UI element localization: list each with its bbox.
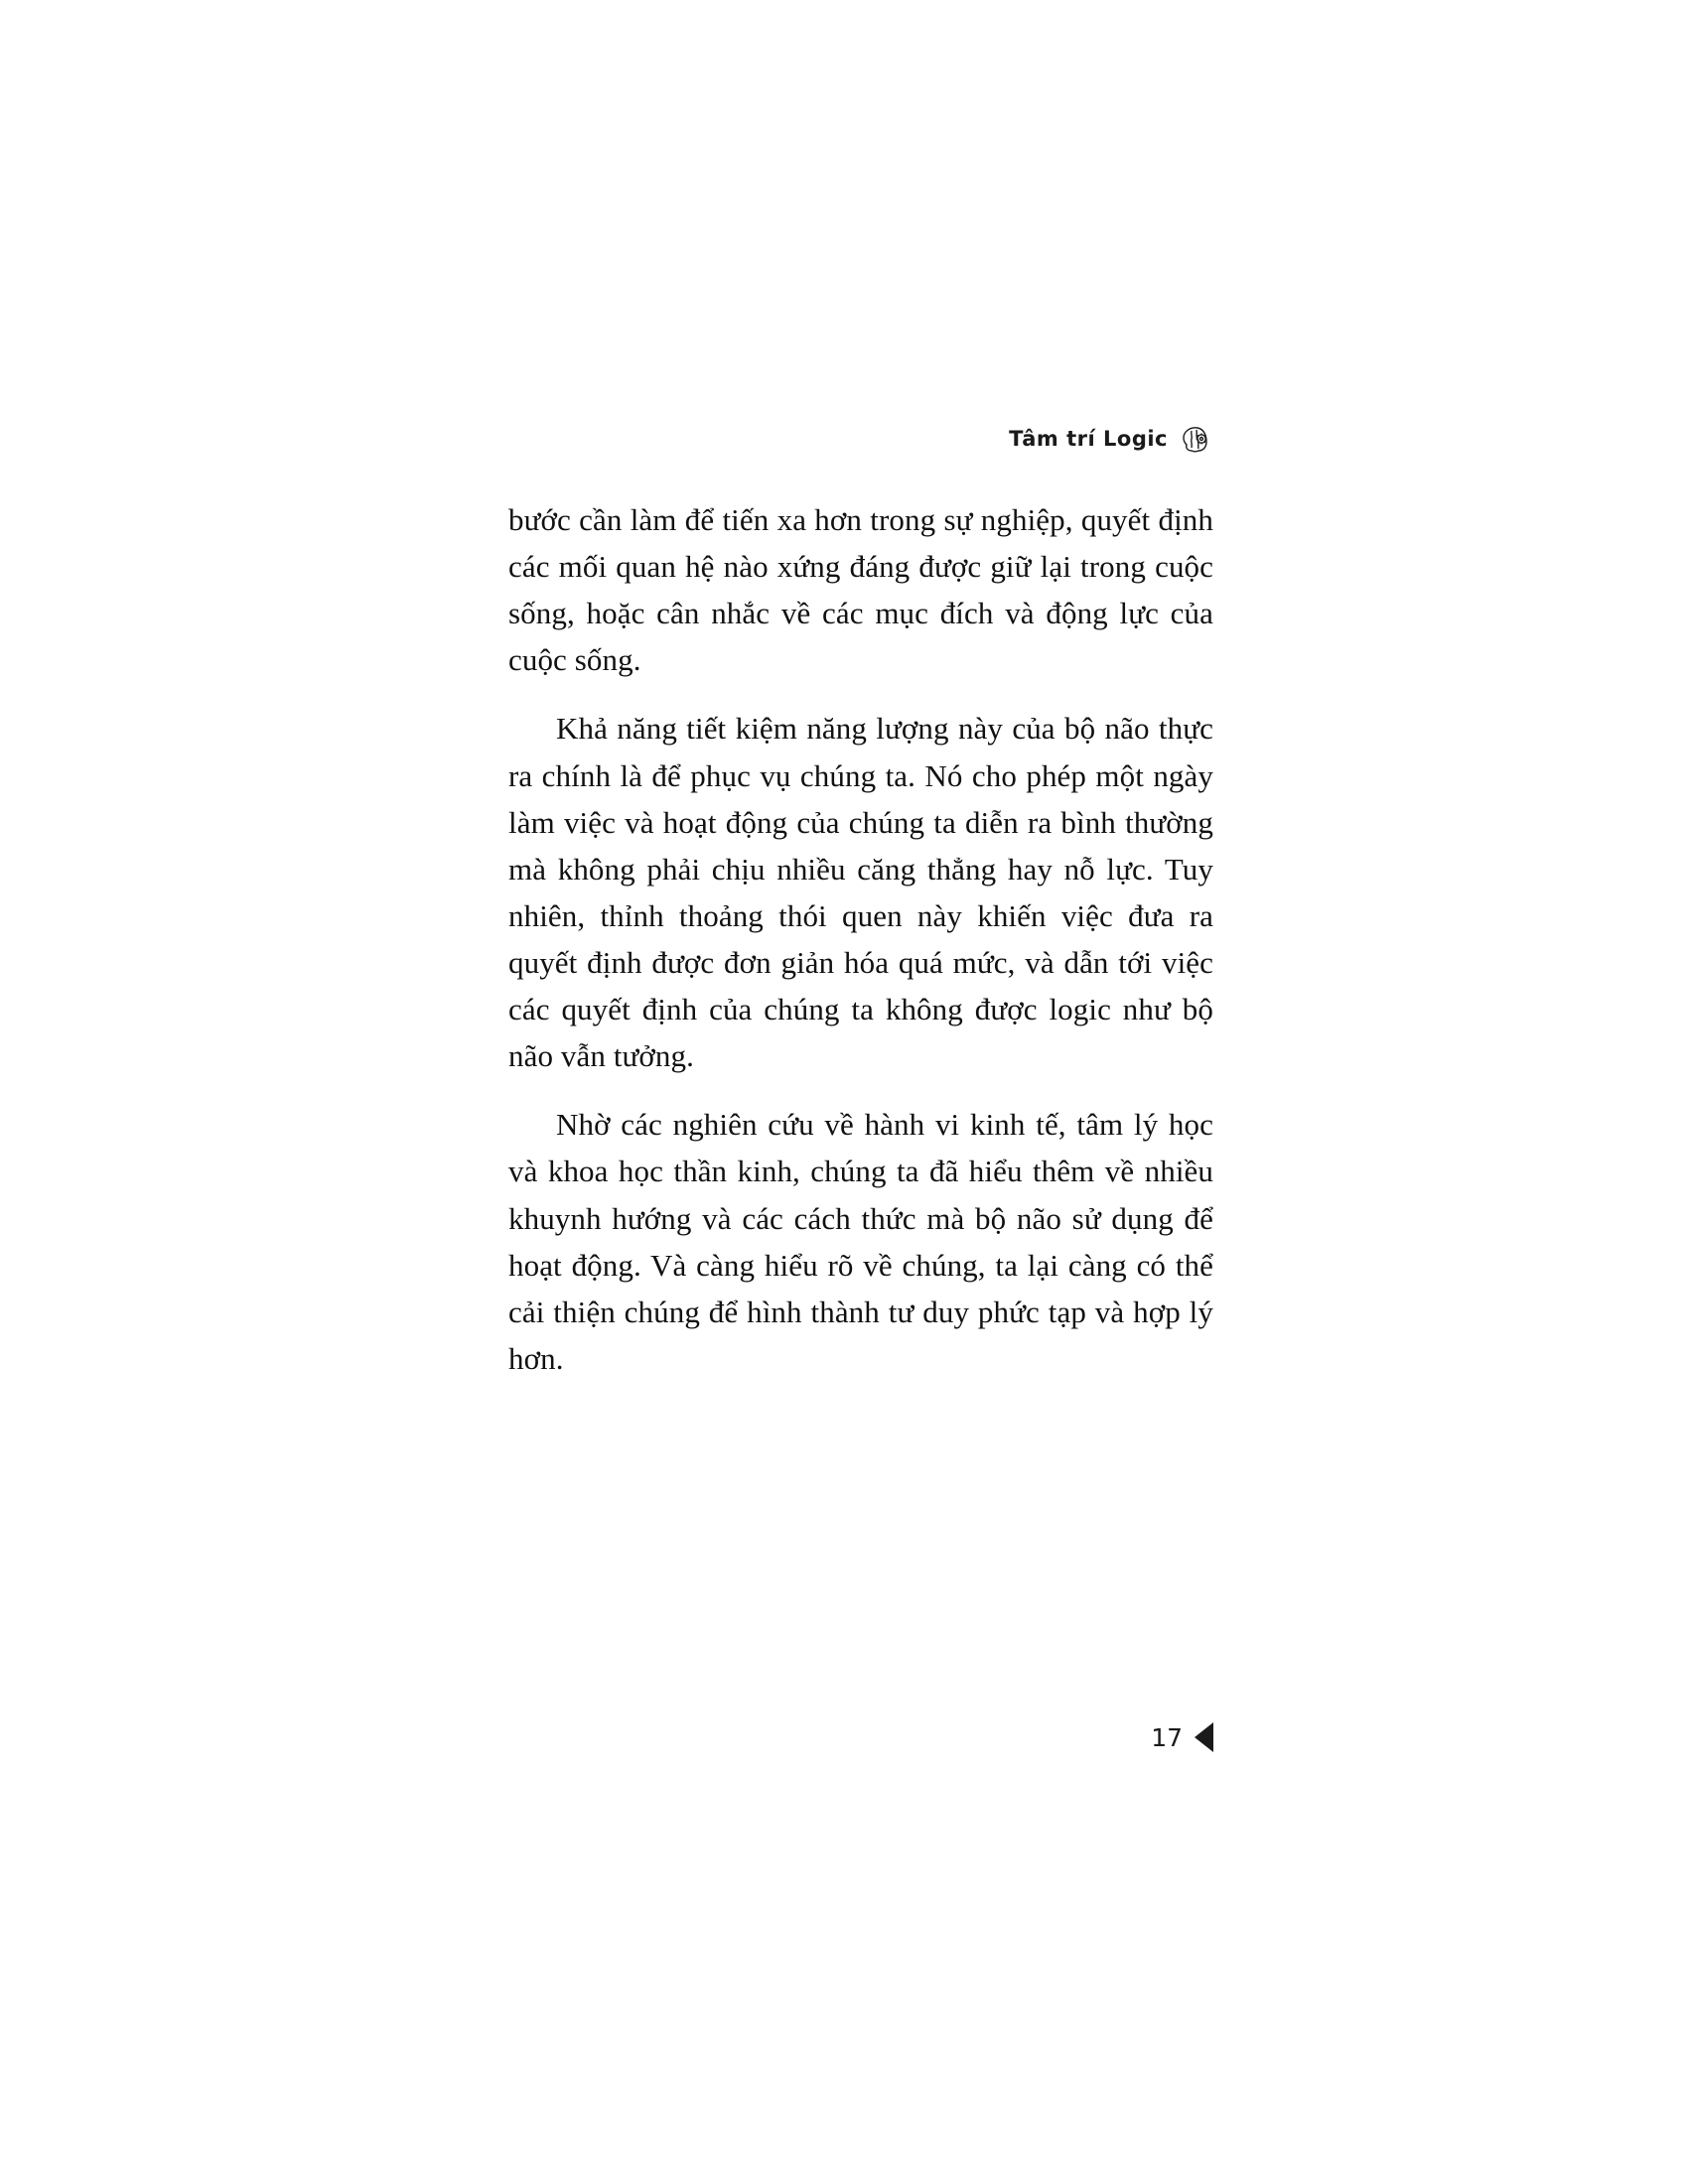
- paragraph: Khả năng tiết kiệm năng lượng này của bộ não thực ra chính là để phục vụ chúng ta. Nó cho phép một ngày làm việc và hoạt động của chúng ta diễn ra bình thường mà không phải chịu nhiều căng thẳng hay nỗ lực. Tuy nhiên, thỉnh thoảng thói quen này khiến việc đưa ra quyết định được đơn giản hóa quá mức, và dẫn tới việc các quyết định của chúng ta không được logic như bộ não vẫn tưởng.: [508, 711, 1213, 1074]
- page-folio: [0, 1722, 1213, 1752]
- body-text-column: [508, 496, 1213, 1438]
- running-head-title: Tâm trí Logic: [1009, 427, 1168, 451]
- running-head: [0, 422, 1211, 456]
- triangle-right-marker: [1195, 1722, 1213, 1752]
- page-number: 17: [1151, 1722, 1183, 1752]
- brain-gear-icon: [1178, 423, 1211, 457]
- paragraph: bước cần làm để tiến xa hơn trong sự nghiệp, quyết định các mối quan hệ nào xứng đáng được giữ lại trong cuộc sống, hoặc cân nhắc về các mục đích và động lực của cuộc sống.: [508, 502, 1213, 678]
- paragraph: Nhờ các nghiên cứu về hành vi kinh tế, tâm lý học và khoa học thần kinh, chúng ta đã hiểu thêm về nhiều khuynh hướng và các cách thức mà bộ não sử dụng để hoạt động. Và càng hiểu rõ về chúng, ta lại càng có thể cải thiện chúng để hình thành tư duy phức tạp và hợp lý hơn.: [508, 1107, 1213, 1376]
